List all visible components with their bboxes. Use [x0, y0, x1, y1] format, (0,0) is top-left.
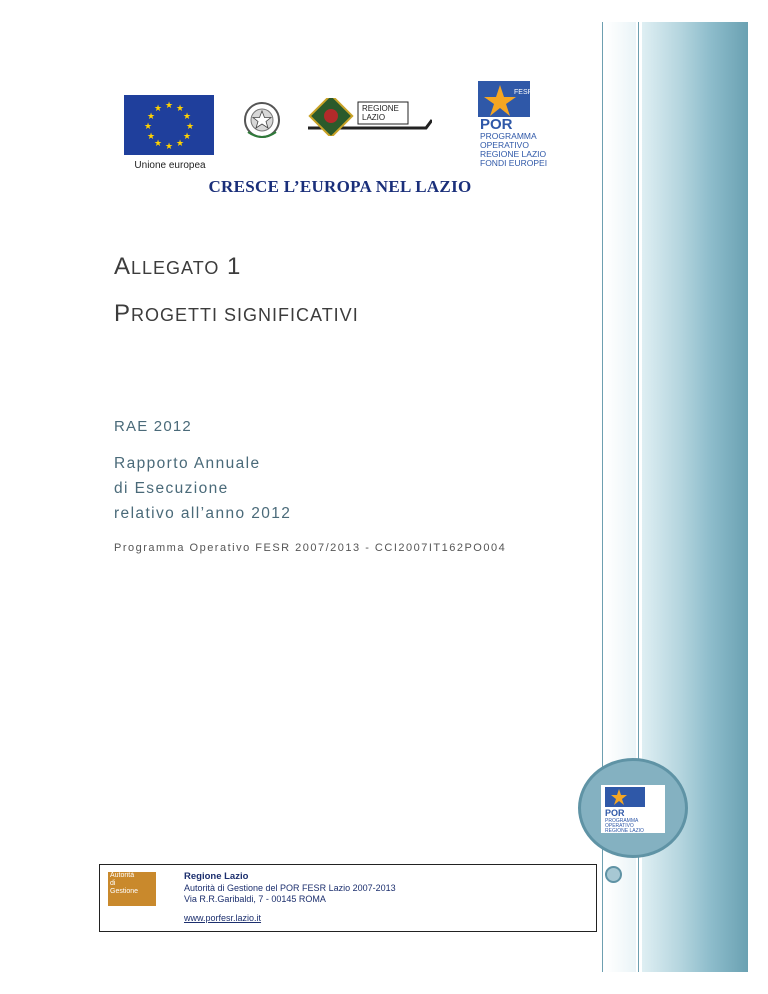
svg-text:★: ★ [175, 139, 185, 149]
svg-text:★: ★ [182, 112, 192, 122]
por-line-3: REGIONE LAZIO [480, 149, 547, 159]
por-line-1: PROGRAMMA [480, 131, 537, 141]
subtitle-rest: ROGETTI SIGNIFICATIVI [131, 305, 359, 325]
regione-lazio-logo [308, 98, 432, 136]
footer-authority: Autorità di Gestione del POR FESR Lazio 2007-2013 [184, 883, 396, 893]
footer-region: Regione Lazio [184, 871, 249, 882]
por-main-label: POR [480, 116, 513, 133]
programme-line: Programma Operativo FESR 2007/2013 - CCI2007IT162PO004 [114, 542, 507, 554]
slogan: CRESCE L’EUROPA NEL LAZIO [208, 177, 472, 196]
eu-flag-icon [124, 95, 214, 155]
autorita-badge [108, 872, 156, 906]
subtitle-initial: P [114, 300, 132, 327]
por-small-main: POR [605, 808, 625, 818]
svg-text:★: ★ [153, 139, 163, 149]
svg-text:★: ★ [185, 122, 195, 132]
svg-text:★: ★ [175, 104, 185, 114]
badge-line-1: Autorità [110, 872, 135, 879]
svg-text:★: ★ [146, 112, 156, 122]
svg-text:★: ★ [164, 142, 174, 152]
italian-emblem-icon [240, 98, 284, 142]
report-line-3: relativo all’anno 2012 [114, 505, 292, 522]
title-number: 1 [219, 253, 242, 280]
document-subtitle [114, 300, 359, 328]
footer-address: Via R.R.Garibaldi, 7 - 00145 ROMA [184, 894, 326, 904]
por-line-4: FONDI EUROPEI [480, 158, 548, 168]
title-initial: A [114, 253, 132, 280]
document-title [114, 253, 241, 281]
por-small-logo [601, 785, 665, 833]
badge-line-2: di [110, 880, 116, 887]
eu-caption: Unione europea [134, 160, 206, 171]
por-small-line-2: OPERATIVO [605, 823, 634, 829]
report-code: RAE 2012 [114, 418, 192, 435]
svg-text:★: ★ [143, 122, 153, 132]
decorative-dot [605, 866, 622, 883]
por-fesr-label: FESR [514, 89, 533, 96]
por-line-2: OPERATIVO [480, 140, 529, 150]
svg-text:★: ★ [164, 101, 174, 111]
svg-text:★: ★ [146, 132, 156, 142]
title-rest: LLEGATO [131, 258, 220, 278]
por-logo [470, 77, 570, 175]
por-small-line-3: REGIONE LAZIO [605, 828, 644, 833]
badge-line-3: Gestione [110, 888, 139, 895]
report-line-2: di Esecuzione [114, 480, 229, 497]
lazio-text-2: LAZIO [362, 113, 386, 122]
footer-box [99, 864, 597, 932]
footer-website-link[interactable]: www.porfesr.lazio.it [184, 913, 262, 923]
por-small-line-1: PROGRAMMA [605, 818, 639, 824]
svg-text:★: ★ [153, 104, 163, 114]
svg-text:★: ★ [182, 132, 192, 142]
lazio-text-1: REGIONE [362, 104, 399, 113]
report-line-1: Rapporto Annuale [114, 455, 261, 472]
